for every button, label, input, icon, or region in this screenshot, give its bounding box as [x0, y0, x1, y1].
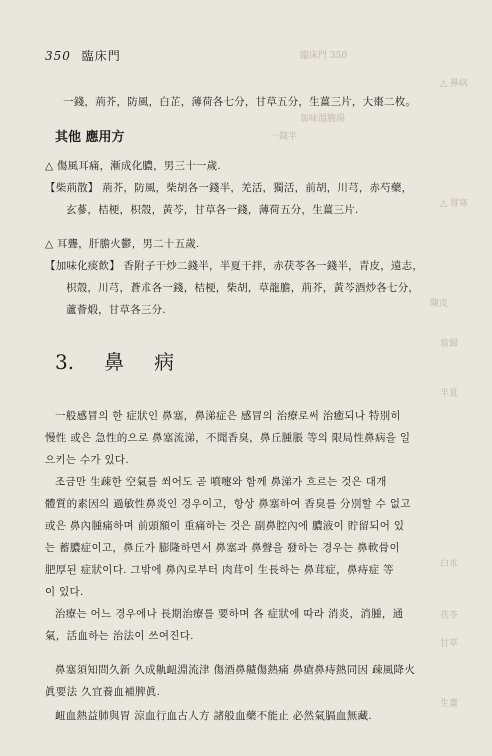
- prescription-tail: 一錢，荊芥，防風，白芷，薄荷各七分，甘草五分，生薑三片，大棗二枚。: [63, 96, 417, 108]
- show-through-text: 半夏: [440, 389, 459, 399]
- paragraph-line: 조금만 生疎한 空氣를 쐬어도 곧 噴嚏와 함께 鼻涕가 흐르는 것은 대개: [55, 476, 387, 488]
- verse-line: 鼻塞須知問久新 久成鼽衄淵流津 傷酒鼻齄傷熱痛 鼻瘡鼻痔熱同因 疎風降火: [55, 664, 416, 676]
- show-through-text: 一錢半: [270, 132, 298, 142]
- case1-prescription-cont: 玄蔘，桔梗，枳殼，黃芩，甘草各一錢，薄荷五分，生薑三片.: [66, 204, 359, 216]
- section-name: 鼻病: [104, 350, 205, 374]
- paragraph-line: 氣，活血하는 治法이 쓰여진다.: [45, 630, 194, 642]
- chapter-title: 臨床門: [81, 49, 121, 63]
- paragraph-line: 는 蓄膿症이고，鼻丘가 膨隆하면서 鼻塞과 鼻聲을 發하는 경우는 鼻軟骨이: [45, 542, 400, 554]
- paragraph-line: 一般感冒의 한 症狀인 鼻塞，鼻涕症은 感冒의 治療로써 治癒되나 特別히: [55, 410, 401, 422]
- show-through-text: 茯苓: [440, 611, 459, 621]
- paragraph-line: 이 있다.: [45, 586, 84, 598]
- paragraph-line: 治療는 어느 경우에나 長期治療를 要하며 各 症狀에 따라 消炎，消腫，通: [55, 608, 404, 620]
- case2-symptom: △ 耳聾，肝膽火鬱，男二十五歲.: [45, 238, 200, 250]
- show-through-text: △ 胃寒: [440, 199, 468, 209]
- show-through-text: 陳皮: [430, 299, 449, 309]
- running-header: [45, 47, 121, 64]
- show-through-text: △ 鼻病: [440, 79, 468, 89]
- show-through-text: 白朮: [440, 559, 459, 569]
- case2-prescription-cont: 蘆薈煅，甘草各三分.: [66, 304, 166, 316]
- show-through-text: 加味溫膽湯: [300, 114, 346, 124]
- other-applications-heading: 其他 應用方: [55, 130, 125, 145]
- case2-prescription: 【加味化痰飲】 香附子干炒二錢半，半夏干拌，赤茯苓各一錢半，青皮，遠志，: [45, 260, 424, 272]
- paragraph-line: 肥厚된 症狀이다. 그밖에 鼻內로부터 肉茸이 生長하는 鼻茸症，鼻痔症 等: [45, 564, 394, 576]
- show-through-text: 當歸: [440, 339, 459, 349]
- show-through-text: 甘草: [440, 639, 459, 649]
- paragraph-line: 으키는 수가 있다.: [45, 454, 130, 466]
- section-heading: [55, 346, 204, 375]
- case2-prescription-cont: 枳殼，川芎，蒼朮各一錢，桔梗，柴胡，草龍膽，荊芥，黃芩酒炒各七分，: [66, 282, 420, 294]
- paragraph-line: 或은 鼻內腫痛하며 前頭額이 重痛하는 것은 副鼻腔內에 膿液이 貯留되어 있: [45, 520, 405, 532]
- verse-line: 衄血熱益肺與胃 涼血行血古人方 諸般血藥不能止 必然氣膈血無藏.: [55, 710, 372, 722]
- paragraph-line: 慢性 或은 急性的으로 鼻塞流涕，不聞香臭，鼻丘腫脹 等의 限局性鼻病을 일: [45, 432, 411, 444]
- case1-prescription: 【柴荊散】 荊芥，防風，柴胡各一錢半，羌活，獨活，前胡，川芎，赤芍藥，: [45, 182, 413, 194]
- show-through-text: 生薑: [440, 699, 459, 709]
- section-number: 3.: [55, 350, 75, 374]
- verse-line: 眞要法 久宜養血補脾眞.: [45, 686, 161, 698]
- page-number: 350: [45, 49, 71, 63]
- show-through-text: 臨床門 350: [300, 51, 348, 61]
- case1-symptom: △ 傷風耳痛，漸成化膿，男三十一歲.: [45, 160, 221, 172]
- paragraph-line: 體質的素因의 過敏性鼻炎인 경우이고，항상 鼻塞하여 香臭를 分別할 수 없고: [45, 498, 411, 510]
